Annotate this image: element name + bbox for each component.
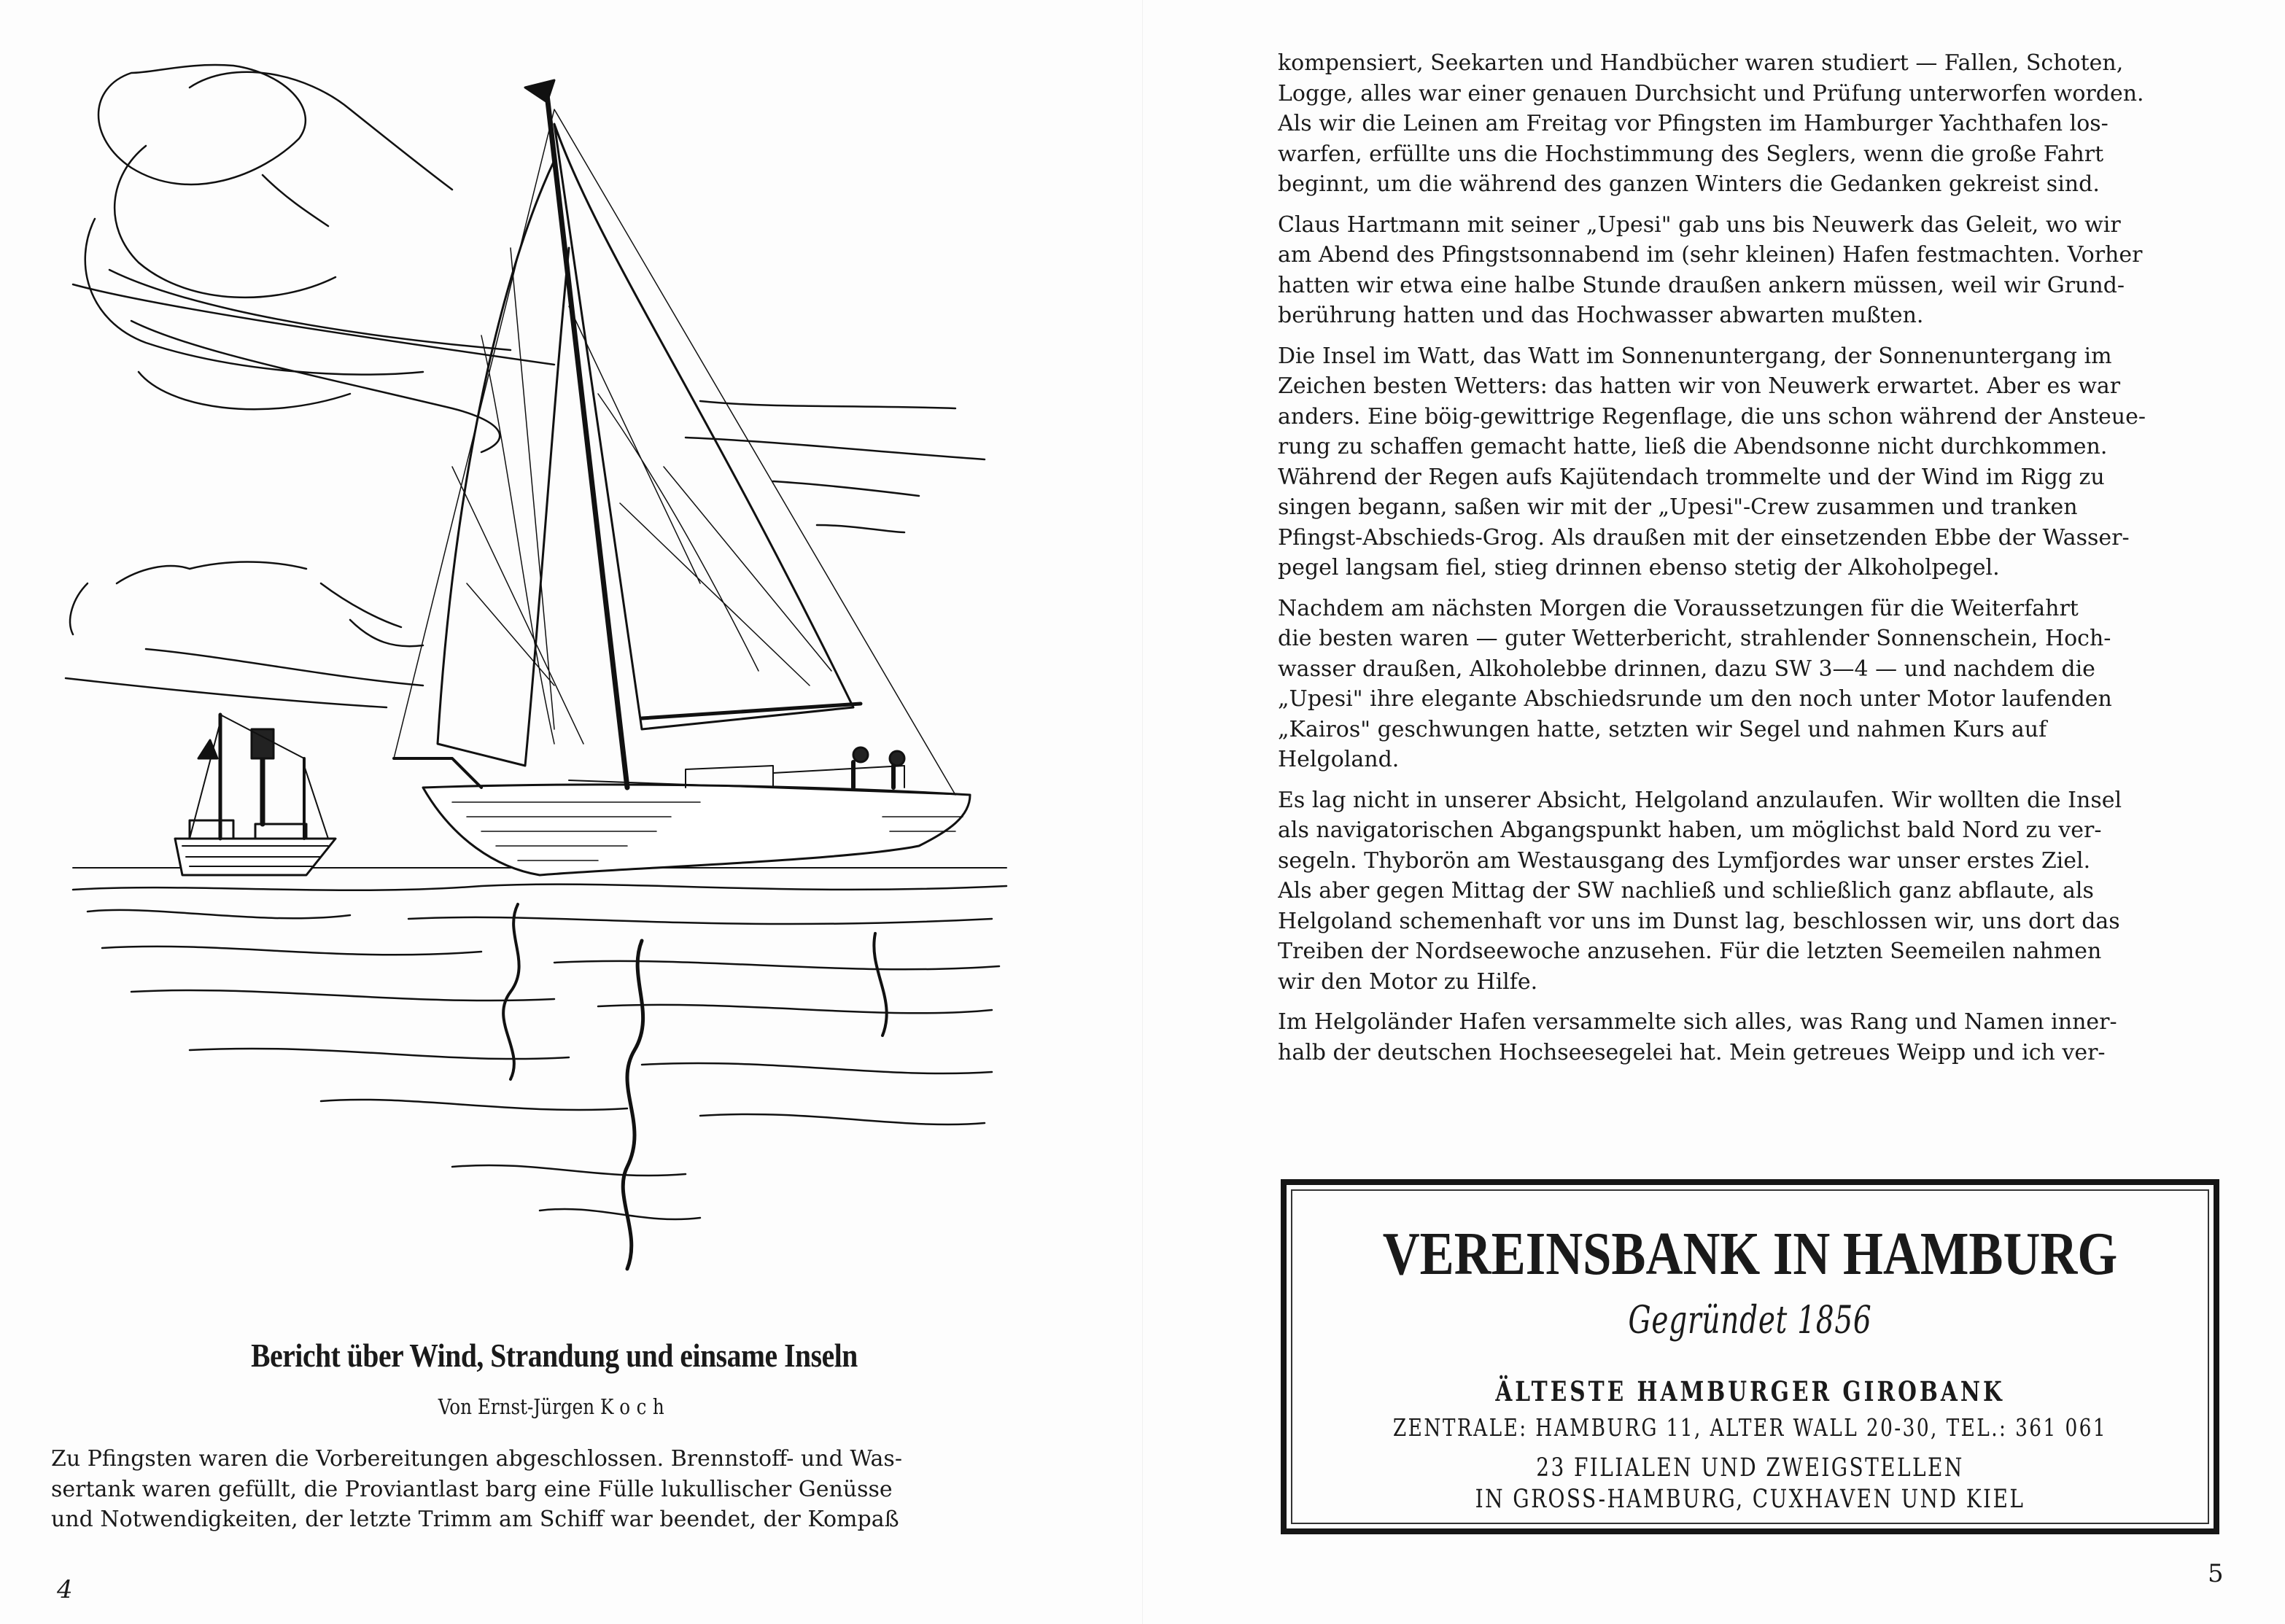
paragraph xyxy=(1278,1007,2219,1068)
bank-advertisement xyxy=(1281,1179,2219,1534)
page-gutter xyxy=(1142,0,1143,1624)
body-line: wir den Motor zu Hilfe. xyxy=(1278,968,1538,995)
body-line: rung zu schaffen gemacht hatte, ließ die Abendsonne nicht durchkommen. xyxy=(1278,434,2108,459)
paragraph xyxy=(1278,210,2219,331)
body-line: warfen, erfüllte uns die Hochstimmung des Seglers, wenn die große Fahrt xyxy=(1278,141,2104,167)
body-line: Nachdem am nächsten Morgen die Voraussetzungen für die Weiterfahrt xyxy=(1278,595,2079,621)
body-line: Als wir die Leinen am Freitag vor Pfingsten im Hamburger Yachthafen los- xyxy=(1278,111,2109,136)
ad-founded-year: Gegründet 1856 xyxy=(1628,1299,1872,1343)
byline-prefix: Von Ernst-Jürgen xyxy=(438,1394,595,1419)
article-byline xyxy=(127,1394,982,1419)
ad-branches-line-2: IN GROSS-HAMBURG, CUXHAVEN UND KIEL xyxy=(1475,1485,2025,1514)
left-page xyxy=(0,0,1142,1624)
body-line: als navigatorischen Abgangspunkt haben, um möglichst bald Nord zu ver- xyxy=(1278,817,2102,843)
body-line: „Upesi" ihre elegante Abschiedsrunde um den noch unter Motor laufenden xyxy=(1278,686,2112,712)
sailboat xyxy=(394,80,970,875)
page-number-right: 5 xyxy=(2208,1559,2224,1588)
body-line: Als aber gegen Mittag der SW nachließ und schließlich ganz abflaute, als xyxy=(1278,878,2094,904)
body-line: die besten waren — guter Wetterbericht, strahlender Sonnenschein, Hoch- xyxy=(1278,626,2111,651)
body-line: und Notwendigkeiten, der letzte Trimm am Schiff war beendet, der Kompaß xyxy=(51,1507,899,1532)
body-line: Im Helgoländer Hafen versammelte sich alles, was Rang und Namen inner- xyxy=(1278,1009,2117,1035)
body-line: singen begann, saßen wir mit der „Upesi"-Crew zusammen und tranken xyxy=(1278,494,2078,520)
body-line: hatten wir etwa eine halbe Stunde draußen ankern müssen, weil wir Grund- xyxy=(1278,272,2125,298)
article-body-right xyxy=(1278,48,2219,1078)
sky-swirls xyxy=(66,65,985,707)
body-line: anders. Eine böig-gewittrige Regenflage, die uns schon während der Ansteue- xyxy=(1278,403,2146,430)
body-line: beginnt, um die während des ganzen Winters die Gedanken gekreist sind. xyxy=(1278,171,2100,197)
body-line: berührung hatten und das Hochwasser abwarten mußten. xyxy=(1278,303,1924,328)
body-line: Zeichen besten Wetters: das hatten wir von Neuwerk erwartet. Aber es war xyxy=(1278,373,2121,399)
body-line: am Abend des Pfingstsonnabend im (sehr kleinen) Hafen festmachten. Vorher xyxy=(1278,242,2143,268)
body-line: Es lag nicht in unserer Absicht, Helgoland anzulaufen. Wir wollten die Insel xyxy=(1278,787,2122,813)
body-line: halb der deutschen Hochseesegelei hat. Mein getreues Weipp und ich ver- xyxy=(1278,1039,2106,1065)
ad-subtitle: ÄLTESTE HAMBURGER GIROBANK xyxy=(1495,1375,2005,1407)
paragraph xyxy=(1278,594,2219,775)
body-line: Claus Hartmann mit seiner „Upesi" gab uns bis Neuwerk das Geleit, wo wir xyxy=(1278,211,2121,238)
page-number-left: 4 xyxy=(57,1575,73,1604)
body-line: Die Insel im Watt, das Watt im Sonnenuntergang, der Sonnenuntergang im xyxy=(1278,343,2112,369)
body-line: wasser draußen, Alkoholebbe drinnen, dazu SW 3—4 — und nachdem die xyxy=(1278,656,2095,682)
ad-headline: VEREINSBANK IN HAMBURG xyxy=(1382,1220,2118,1288)
body-line: „Kairos" geschwungen hatte, setzten wir Segel und nahmen Kurs auf xyxy=(1278,716,2047,742)
ad-branches-line-1: 23 FILIALEN UND ZWEIGSTELLEN xyxy=(1536,1453,1964,1483)
lightship xyxy=(175,715,335,875)
ad-inner-frame xyxy=(1291,1189,2209,1524)
body-line: sertank waren gefüllt, die Proviantlast barg eine Fülle lukullischer Genüsse xyxy=(51,1476,893,1502)
paragraph xyxy=(1278,48,2219,200)
sailboat-illustration xyxy=(44,29,1036,1313)
body-line: Pfingst-Abschieds-Grog. Als draußen mit der einsetzenden Ebbe der Wasser- xyxy=(1278,524,2130,551)
body-line: pegel langsam fiel, stieg drinnen ebenso stetig der Alkoholpegel. xyxy=(1278,555,2000,580)
body-line: Helgoland. xyxy=(1278,747,1400,772)
byline-author-name: Koch xyxy=(600,1394,671,1419)
body-line: kompensiert, Seekarten und Handbücher waren studiert — Fallen, Schoten, xyxy=(1278,50,2124,76)
article-body-left xyxy=(51,1444,1012,1535)
article-title: Bericht über Wind, Strandung und einsame Inseln xyxy=(251,1337,858,1374)
body-line: Zu Pfingsten waren die Vorbereitungen abgeschlossen. Brennstoff- und Was- xyxy=(51,1446,902,1472)
body-line: Helgoland schemenhaft vor uns im Dunst lag, beschlossen wir, uns dort das xyxy=(1278,908,2120,934)
water-reflections xyxy=(73,885,1006,1269)
body-line: segeln. Thyborön am Westausgang des Lymfjordes war unser erstes Ziel. xyxy=(1278,847,2091,874)
body-line: Treiben der Nordseewoche anzusehen. Für die letzten Seemeilen nahmen xyxy=(1278,939,2102,964)
body-line: Logge, alles war einer genauen Durchsicht und Prüfung unterworfen worden. xyxy=(1278,80,2144,106)
ad-address: ZENTRALE: HAMBURG 11, ALTER WALL 20-30, TEL.: 361 061 xyxy=(1392,1413,2108,1442)
paragraph xyxy=(1278,341,2219,583)
body-line: Während der Regen aufs Kajütendach trommelte und der Wind im Rigg zu xyxy=(1278,464,2105,490)
paragraph xyxy=(1278,785,2219,998)
